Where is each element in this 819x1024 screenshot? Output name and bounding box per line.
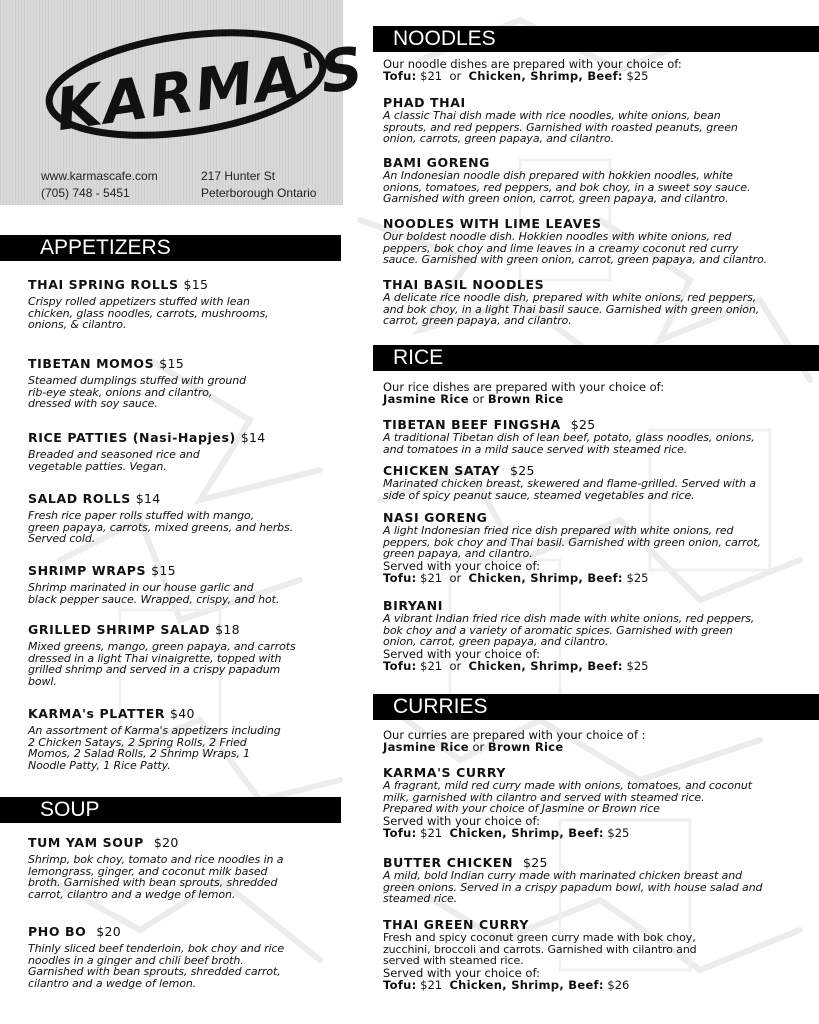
served-choice-line [383,979,813,991]
item-desc-line: onions, tomatoes, red peppers, and bok choy, in a sweet soy sauce. [383,180,751,194]
website-text: www.karmascafe.com [41,169,158,183]
choice-brown: Brown Rice [487,392,564,406]
item-price: $15 [151,563,176,578]
menu-item [383,96,813,156]
rice-choice-line [383,393,813,405]
item-desc-line: peppers, bok choy and Thai basil. Garnished with green onion, carrot, [383,535,761,549]
choice-meat: Chicken, Shrimp, Beef: [449,977,604,992]
rice-intro: Our rice dishes are prepared with your choice of: [383,380,665,394]
menu-item [28,925,340,989]
item-desc-line: Fresh rice paper rolls stuffed with mango, [28,509,255,522]
item-desc-line: chicken, glass noodles, carrots, mushrooms, [28,306,269,320]
item-desc-line: Shrimp, bok choy, tomato and rice noodles in a [28,853,284,866]
item-name: GRILLED SHRIMP SALAD [28,622,211,637]
item-desc-line: Fresh and spicy coconut green curry made with bok choy, [383,931,696,944]
item-price: $25 [570,417,596,432]
item-name: PHAD THAI [383,95,466,110]
item-desc-line: Served cold. [28,532,96,546]
item-desc-line: broth. Garnished with bean sprouts, shredded [28,876,278,890]
item-desc-line: onions, & cilantro. [28,318,127,332]
address-city: Peterborough Ontario [201,186,317,200]
item-desc-line: bok choy and a variety of aromatic spices. Garnished with green [383,623,733,637]
item-name: THAI GREEN CURRY [383,917,529,932]
item-desc-line: 2 Chicken Satays, 2 Spring Rolls, 2 Fried [28,735,247,749]
item-desc-line: An assortment of Karma's appetizers including [28,724,281,737]
item-desc-line: Prepared with your choice of Jasmine or Brown rice [383,802,660,816]
curries-section [383,729,813,991]
choice-tofu-price: $21 [420,825,443,840]
item-name: KARMA'S CURRY [383,765,507,780]
item-desc-line: Shrimp marinated in our house garlic and [28,581,254,594]
choice-tofu: Tofu: [383,658,417,673]
item-price: $15 [183,277,209,292]
item-desc-line: Mixed greens, mango, green papaya, and carrots [28,640,296,653]
item-desc-line: Marinated chicken breast, skewered and flame-grilled. Served with a [383,477,756,490]
menu-item [28,357,340,431]
choice-meat-price: $25 [626,69,649,83]
item-desc-line: A light Indonesian fried rice dish prepared with white onions, red [383,524,734,537]
item-desc-line: dressed with soy sauce. [28,397,158,411]
served-choice-line [383,827,813,839]
curries-intro: Our curries are prepared with your choice of : [383,728,646,742]
item-desc-line: served with steamed rice. [383,954,524,968]
choice-meat: Chicken, Shrimp, Beef: [468,570,623,585]
item-desc-line: green onions. Served in a crispy papadum bowl, with house salad and [383,880,763,894]
menu-item [383,856,813,918]
item-name: TIBETAN MOMOS [28,356,155,371]
item-desc-line: Noodle Patty, 1 Rice Patty. [28,758,171,772]
item-name: SALAD ROLLS [28,491,131,506]
choice-or: or [449,658,462,673]
item-desc-line: Our boldest noodle dish. Hokkien noodles with white onions, red [383,230,732,243]
choice-or: or [472,740,485,754]
choice-tofu-price: $21 [420,69,443,83]
item-desc-line: sauce. Garnished with green onion, carrot, green papaya, and cilantro. [383,253,768,267]
menu-item [383,599,813,672]
item-desc-line: black pepper sauce. Wrapped, crispy, and hot. [28,592,280,606]
item-price: $40 [170,706,195,721]
item-desc-line: A delicate rice noodle dish, prepared with white onions, red peppers, [383,291,757,304]
item-name: CHICKEN SATAY [383,463,501,478]
item-desc-line: Steamed dumplings stuffed with ground [28,374,247,387]
header-logo-block [0,0,369,205]
choice-tofu-price: $21 [420,570,443,585]
item-desc-line: Crispy rolled appetizers stuffed with lean [28,295,250,308]
menu-item [383,156,813,217]
item-desc-line: and bok choy, in a light Thai basil sauce. Garnished with green onion, [383,302,760,316]
item-desc-line: A traditional Tibetan dish of lean beef, potato, glass noodles, onions, [383,431,755,444]
item-desc-line: milk, garnished with cilantro and served with steamed rice. [383,790,705,804]
item-desc-line: bowl. [28,674,57,688]
item-desc-line: Thinly sliced beef tenderloin, bok choy and rice [28,942,285,955]
choice-tofu: Tofu: [383,825,417,840]
item-name: TIBETAN BEEF FINGSHA [383,417,561,432]
choice-brown: Brown Rice [487,740,564,754]
choice-meat-price: $26 [607,977,630,992]
menu-item [383,278,813,327]
choice-jasmine: Jasmine Rice [383,392,469,406]
appetizers-heading: APPETIZERS [0,235,341,261]
item-name: THAI SPRING ROLLS [28,277,179,292]
item-desc-line: peppers, bok choy and lime leaves in a creamy coconut red curry [383,241,739,255]
menu-item [28,836,340,925]
item-price: $25 [523,855,548,870]
phone-text: (705) 748 - 5451 [41,186,130,200]
item-name: PHO BO [28,924,87,939]
noodles-choice-line [383,70,813,82]
item-desc-line: sprouts, and red peppers. Garnished with roasted peanuts, green [383,120,738,134]
curries-heading: CURRIES [373,694,819,720]
item-desc-line: zucchini, broccoli and carrots. Garnished with cilantro and [383,942,697,956]
item-price: $20 [153,835,179,850]
choice-meat: Chicken, Shrimp, Beef: [468,69,623,83]
item-desc-line: dressed in a light Thai vinaigrette, topped with [28,651,282,665]
item-desc-line: rib-eye steak, onions and cilantro, [28,385,213,399]
served-with-note: Served with your choice of: [383,965,540,980]
curries-choice-line [383,741,813,753]
item-desc-line: onion, carrot, green papaya, and cilantro. [383,635,609,649]
item-desc-line: onion, carrots, green papaya, and cilantro. [383,132,615,146]
item-name: THAI BASIL NOODLES [383,277,545,292]
item-price: $14 [135,491,161,506]
menu-item [28,623,340,707]
item-desc-line: steamed rice. [383,892,458,906]
menu-item [383,511,813,599]
item-desc-line: A vibrant Indian fried rice dish made with white onions, red peppers, [383,612,755,625]
served-choice-line [383,572,813,584]
item-desc-line: A classic Thai dish made with rice noodles, white onions, bean [383,109,721,122]
item-desc-line: Breaded and seasoned rice and [28,448,200,461]
item-desc-line: cilantro and a wedge of lemon. [28,976,197,990]
item-desc-line: Momos, 2 Salad Rolls, 2 Shrimp Wraps, 1 [28,747,251,761]
choice-tofu: Tofu: [383,977,417,992]
item-name: BIRYANI [383,598,443,613]
served-with-note: Served with your choice of: [383,646,540,661]
item-name: BUTTER CHICKEN [383,855,514,870]
item-name: NOODLES WITH LIME LEAVES [383,216,602,231]
menu-item [28,564,340,623]
item-name: NASI GORENG [383,510,488,525]
served-with-note: Served with your choice of: [383,558,540,573]
item-desc-line: vegetable patties. Vegan. [28,459,167,473]
choice-or: or [449,570,462,585]
noodles-section [383,58,813,327]
item-price: $14 [240,430,266,445]
item-price: $15 [159,356,184,371]
choice-meat-price: $25 [607,825,630,840]
address-street: 217 Hunter St [201,169,276,183]
item-desc-line: green papaya, and cilantro. [383,547,533,561]
item-desc-line: carrot, green papaya, and cilantro. [383,314,572,328]
menu-item [28,707,340,771]
menu-item [383,464,813,511]
noodles-intro: Our noodle dishes are prepared with your choice of: [383,57,682,71]
choice-tofu: Tofu: [383,570,417,585]
item-desc-line: Garnished with bean sprouts, shredded carrot, [28,965,281,979]
item-name: BAMI GORENG [383,155,491,170]
served-choice-line [383,660,813,672]
item-desc-line: noodles in a ginger and chili beef broth. [28,953,244,967]
item-name: SHRIMP WRAPS [28,563,147,578]
item-price: $25 [510,463,535,478]
menu-item [383,766,813,856]
choice-or: or [472,392,485,406]
item-desc-line: grilled shrimp and served in a crispy papadum [28,663,281,677]
item-desc-line: An Indonesian noodle dish prepared with hokkien noodles, white [383,169,733,182]
item-desc-line: carrot, cilantro and a wedge of lemon. [28,887,236,901]
item-name: RICE PATTIES (Nasi-Hapjes) [28,430,236,445]
choice-tofu-price: $21 [420,658,443,673]
choice-jasmine: Jasmine Rice [383,740,469,754]
item-price: $20 [96,924,122,939]
soup-heading: SOUP [0,797,341,823]
soup-list [28,836,340,989]
served-with-note: Served with your choice of: [383,813,540,828]
choice-or: or [449,69,462,83]
item-desc-line: A mild, bold Indian curry made with marinated chicken breast and [383,869,743,882]
noodles-heading: NOODLES [373,26,819,52]
item-desc-line: lemongrass, ginger, and coconut milk based [28,864,268,878]
item-desc-line: A fragrant, mild red curry made with onions, tomatoes, and coconut [383,779,752,792]
choice-meat-price: $25 [626,658,649,673]
karmas-logo [36,14,369,149]
appetizers-list [28,278,340,771]
rice-heading: RICE [373,345,819,371]
item-name: KARMA's PLATTER [28,706,166,721]
menu-item [383,918,813,991]
menu-item [28,431,340,492]
menu-item [28,492,340,564]
contact-info [0,165,343,205]
menu-item [28,278,340,357]
item-name: TUM YAM SOUP [28,835,144,850]
rice-section [383,381,813,672]
item-desc-line: side of spicy peanut sauce, steamed vegetables and rice. [383,488,695,502]
choice-meat: Chicken, Shrimp, Beef: [468,658,623,673]
choice-meat-price: $25 [626,570,649,585]
menu-item [383,217,813,278]
menu-item [383,418,813,464]
item-desc-line: and tomatoes in a mild sauce served with steamed rice. [383,442,688,456]
item-price: $18 [215,622,240,637]
item-desc-line: Garnished with green onion, carrot, green papaya, and cilantro. [383,192,729,206]
item-desc-line: green papaya, carrots, mixed greens, and herbs. [28,520,294,534]
choice-tofu-price: $21 [420,977,443,992]
choice-tofu: Tofu: [383,69,417,83]
choice-meat: Chicken, Shrimp, Beef: [449,825,604,840]
logo-wordmark: KARMA'S [51,33,369,144]
